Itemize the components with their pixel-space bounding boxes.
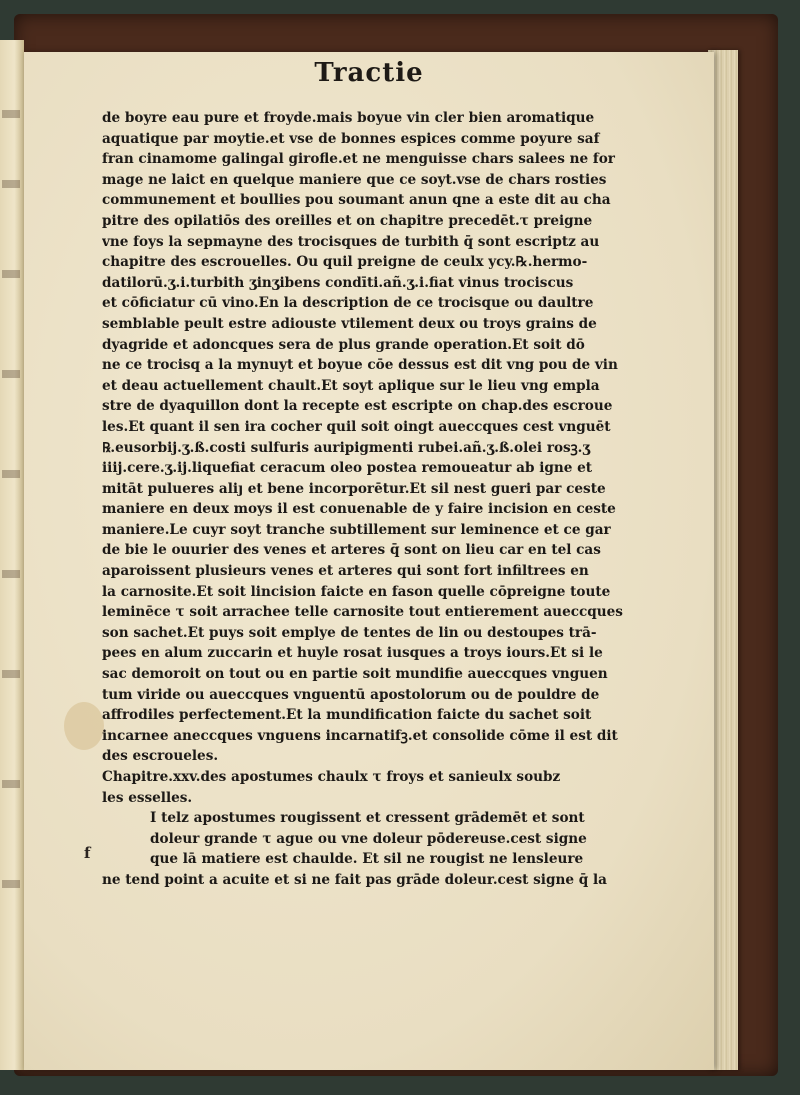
text-line: chapitre des escrouelles. Ou quil preigne de ceulx ycy.℞.hermo-: [102, 254, 588, 271]
chapter-heading-continued: les esselles.: [102, 789, 193, 806]
text-line: maniere en deux moys il est conuenable de y faire incision en ceste: [102, 501, 616, 518]
text-block: [102, 108, 642, 891]
text-line: ne tend point a acuite et si ne fait pas grāde doleur.cest signe q̄ la: [102, 871, 607, 888]
marginal-note: f: [84, 844, 91, 862]
text-line: sac demoroit on tout ou en partie soit mundifie aueccques vnguen: [102, 666, 608, 683]
text-line: tum viride ou aueccques vnguentū apostolorum ou de pouldre de: [102, 686, 600, 703]
text-line: maniere.Le cuyr soyt tranche subtillement sur leminence et ce gar: [102, 521, 611, 538]
text-line: affrodiles perfectement.Et la mundification faicte du sachet soit: [102, 707, 592, 724]
text-line: leminēce τ soit arrachee telle carnosite tout entierement aueccques: [102, 604, 623, 621]
text-line: stre de dyaquillon dont la recepte est escripte on chap.des escroue: [102, 398, 613, 415]
text-line: semblable peult estre adiouste vtilement deux ou troys grains de: [102, 315, 597, 332]
text-line: communement et boullies pou soumant anun qne a este dit au cha: [102, 192, 611, 209]
chapter-heading: Chapitre.xxv.des apostumes chaulx τ froys et sanieulx soubz: [102, 769, 561, 785]
text-line: et cōficiatur cū vino.En la description de ce trocisque ou daultre: [102, 295, 594, 312]
text-line: fran cinamome galingal girofle.et ne menguisse chars salees ne for: [102, 151, 615, 168]
text-line: pees en alum zuccarin et huyle rosat iusques a troys iours.Et si le: [102, 645, 603, 662]
text-line: de boyre eau pure et froyde.mais boyue vin cler bien aromatique: [102, 110, 595, 126]
text-line: iiij.cere.ʒ.ij.liquefiat ceracum oleo postea remoueatur ab igne et: [102, 460, 593, 477]
text-line: et deau actuellement chault.Et soyt aplique sur le lieu vng empla: [102, 377, 600, 394]
text-line: dyagride et adoncques sera de plus grande operation.Et soit dō: [102, 336, 585, 353]
text-line: mage ne laict en quelque maniere que ce soyt.vse de chars rosties: [102, 171, 607, 188]
chapter-paragraph: [102, 808, 642, 890]
text-line: vne foys la sepmayne des trocisques de turbith q̄ sont escriptz au: [102, 233, 600, 250]
text-line: doleur grande τ ague ou vne doleur pōdereuse.cest signe: [150, 830, 587, 847]
text-line: ℞.eusorbij.ʒ.ß.costi sulfuris auripigmenti rubei.añ.ʒ.ß.olei rosꝫ.ʒ: [102, 439, 591, 456]
text-line: aquatique par moytie.et vse de bonnes espices comme poyure saf: [102, 130, 600, 147]
text-line: incarnee aneccques vnguens incarnatifꝫ.et consolide cōme il est dit: [102, 727, 618, 744]
text-line: pitre des opilatiōs des oreilles et on chapitre precedēt.τ preigne: [102, 212, 593, 229]
page-stain: [64, 702, 104, 750]
text-line: son sachet.Et puys soit emplye de tentes de lin ou destoupes trā-: [102, 624, 597, 641]
running-head: Tractie: [314, 58, 424, 88]
text-line: les.Et quant il sen ira cocher quil soit oingt aueccques cest vnguēt: [102, 418, 611, 435]
text-line: de bie le ouurier des venes et arteres q̄ sont on lieu car en tel cas: [102, 542, 601, 559]
text-line: I telz apostumes rougissent et cressent grādemēt et sont: [150, 810, 585, 827]
text-line: datilorū.ʒ.i.turbith ʒinʒibens condīti.añ.ʒ.i.fiat vinus trociscus: [102, 274, 574, 291]
left-page-edge: [0, 40, 24, 1070]
text-line: des escroueles.: [102, 748, 219, 765]
text-line: la carnosite.Et soit lincision faicte en fason quelle cōpreigne toute: [102, 583, 611, 600]
text-line: mitāt pulueres aliȷ et bene incorporētur.Et sil nest gueri par ceste: [102, 480, 606, 497]
body-paragraph: [102, 108, 642, 767]
text-line: ne ce trocisq a la mynuyt et boyue cōe dessus est dit vng pou de vin: [102, 357, 618, 374]
text-line: que lā matiere est chaulde. Et sil ne rougist ne lensleure: [150, 851, 584, 868]
page: [24, 52, 714, 1070]
text-line: aparoissent plusieurs venes et arteres qui sont fort infiltrees en: [102, 563, 589, 580]
